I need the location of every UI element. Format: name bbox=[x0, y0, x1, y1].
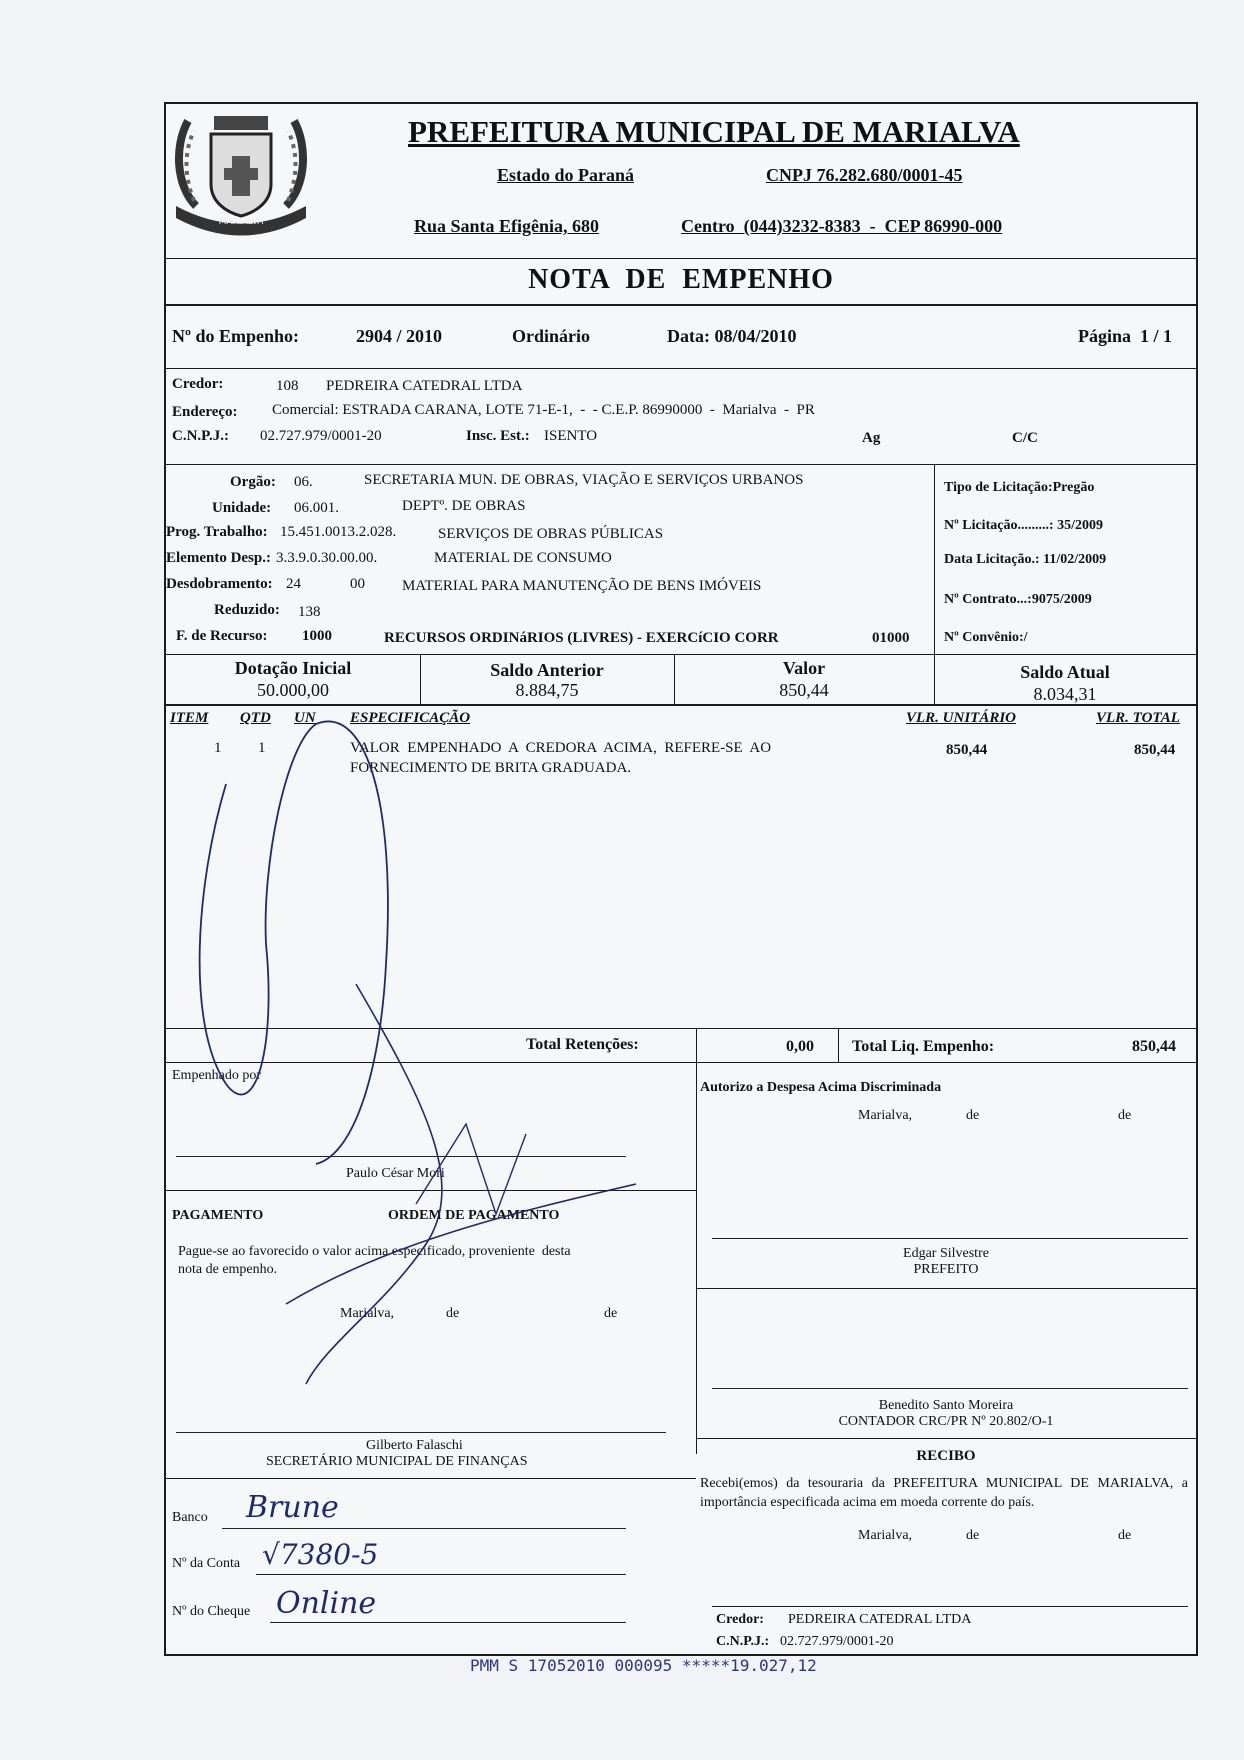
pagamento-de2: de bbox=[604, 1306, 618, 1321]
cc-label: C/C bbox=[1012, 430, 1038, 446]
ag-label: Ag bbox=[862, 430, 881, 446]
licitacao-contrato: Nº Contrato...:9075/2009 bbox=[944, 592, 1092, 607]
licitacao-tipo: Tipo de Licitação:Pregão bbox=[944, 480, 1095, 495]
conta-label: Nº da Conta bbox=[172, 1556, 241, 1571]
saldo-atual-label: Saldo Atual bbox=[1020, 662, 1110, 682]
col-item: ITEM bbox=[170, 710, 209, 726]
recibo-credor-value: PEDREIRA CATEDRAL LTDA bbox=[788, 1612, 972, 1627]
elemento-label: Elemento Desp.: bbox=[166, 550, 271, 566]
liq-empenho-label: Total Liq. Empenho: bbox=[852, 1038, 995, 1055]
document-frame bbox=[164, 102, 1198, 1656]
desdobramento-code: 24 bbox=[286, 576, 301, 592]
header-cnpj: CNPJ 76.282.680/0001-45 bbox=[766, 165, 963, 185]
cheque-value: Online bbox=[276, 1586, 377, 1621]
header-address2: Centro (044)3232-8383 - CEP 86990-000 bbox=[681, 216, 1003, 236]
endereco-value: Comercial: ESTRADA CARANA, LOTE 71-E-1, - - C.E.P. 86990000 - Marialva - PR bbox=[272, 402, 815, 418]
autorizo-city: Marialva, bbox=[858, 1108, 913, 1123]
conta-value: √7380-5 bbox=[262, 1538, 379, 1571]
item-unit-value: 850,44 bbox=[946, 742, 988, 758]
reduzido-code: 138 bbox=[298, 604, 321, 620]
doc-title: NOTA DE EMPENHO bbox=[528, 264, 834, 295]
coat-of-arms-icon bbox=[166, 106, 316, 236]
recibo-cnpj-label: C.N.P.J.: bbox=[716, 1634, 770, 1649]
empenhado-label: Empenhado por bbox=[172, 1068, 262, 1083]
divider bbox=[166, 304, 1196, 306]
reduzido-label: Reduzido: bbox=[214, 602, 280, 618]
liq-empenho-value: 850,44 bbox=[1132, 1038, 1176, 1055]
recibo-credor-label: Credor: bbox=[716, 1612, 764, 1627]
dotacao-inicial-value: 50.000,00 bbox=[257, 680, 329, 700]
autorizo-text: Autorizo a Despesa Acima Discriminada bbox=[700, 1080, 942, 1095]
elemento-desc: MATERIAL DE CONSUMO bbox=[434, 550, 612, 566]
header-address: Rua Santa Efigênia, 680 bbox=[414, 216, 600, 236]
orgao-code: 06. bbox=[294, 474, 313, 490]
col-qtd: QTD bbox=[240, 710, 271, 726]
recibo-cnpj-value: 02.727.979/0001-20 bbox=[780, 1634, 894, 1649]
header-title: PREFEITURA MUNICIPAL DE MARIALVA bbox=[408, 114, 1020, 149]
licitacao-numero: Nº Licitação.........: 35/2009 bbox=[944, 518, 1103, 533]
contador-name: Benedito Santo Moreira bbox=[878, 1398, 1014, 1413]
recibo-de2: de bbox=[1118, 1528, 1132, 1543]
prog-desc: SERVIÇOS DE OBRAS PÚBLICAS bbox=[438, 526, 664, 542]
empenho-type: Ordinário bbox=[512, 326, 591, 346]
handwritten-signature bbox=[166, 684, 726, 1404]
prog-code: 15.451.0013.2.028. bbox=[280, 524, 397, 540]
col-vlr-unitario: VLR. UNITÁRIO bbox=[906, 710, 1017, 726]
recurso-desc: RECURSOS ORDINáRIOS (LIVRES) - EXERCíCIO CORR bbox=[384, 630, 779, 646]
banco-line bbox=[222, 1528, 626, 1529]
prog-label: Prog. Trabalho: bbox=[166, 524, 268, 540]
elemento-code: 3.3.9.0.30.00.00. bbox=[276, 550, 378, 566]
recurso-code: 1000 bbox=[302, 628, 332, 644]
item-desc-line1: VALOR EMPENHADO A CREDORA ACIMA, REFERE-SE AO bbox=[350, 740, 772, 756]
insc-label: Insc. Est.: bbox=[466, 428, 530, 444]
cnpj-label: C.N.P.J.: bbox=[172, 428, 229, 444]
divider bbox=[696, 1438, 1196, 1439]
divider bbox=[166, 258, 1196, 259]
divider bbox=[838, 1028, 839, 1062]
ordem-pagamento: ORDEM DE PAGAMENTO bbox=[388, 1208, 560, 1223]
signature-line bbox=[712, 1606, 1188, 1607]
divider bbox=[166, 464, 1196, 465]
desdobramento-label: Desdobramento: bbox=[166, 576, 273, 592]
signature-line bbox=[712, 1238, 1188, 1239]
conta-line bbox=[256, 1574, 626, 1575]
signature-line bbox=[176, 1432, 666, 1433]
retencoes-label: Total Retenções: bbox=[526, 1036, 639, 1053]
secretario-name: Gilberto Falaschi bbox=[366, 1438, 463, 1453]
recurso-code2: 01000 bbox=[872, 630, 910, 646]
autorizo-de2: de bbox=[1118, 1108, 1132, 1123]
retencoes-value: 0,00 bbox=[786, 1038, 814, 1055]
empenho-page: Página 1 / 1 bbox=[1078, 326, 1173, 346]
desdobramento-desc: MATERIAL PARA MANUTENÇÃO DE BENS IMÓVEIS bbox=[402, 578, 762, 594]
saldo-anterior-value: 8.884,75 bbox=[515, 680, 579, 700]
item-desc-line2: FORNECIMENTO DE BRITA GRADUADA. bbox=[350, 760, 632, 776]
signature-line bbox=[712, 1388, 1188, 1389]
secretario-title: SECRETÁRIO MUNICIPAL DE FINANÇAS bbox=[266, 1454, 528, 1469]
saldo-anterior-label: Saldo Anterior bbox=[490, 660, 604, 680]
item-total-value: 850,44 bbox=[1134, 742, 1176, 758]
stamp-footer: PMM S 17052010 000095 *****19.027,12 bbox=[470, 1656, 817, 1675]
banco-label: Banco bbox=[172, 1510, 208, 1525]
pagamento-text2: nota de empenho. bbox=[178, 1262, 278, 1277]
autorizo-de1: de bbox=[966, 1108, 980, 1123]
empenho-label: Nº do Empenho: bbox=[172, 326, 299, 346]
unidade-desc: DEPTº. DE OBRAS bbox=[402, 498, 526, 514]
contador-title: CONTADOR CRC/PR Nº 20.802/O-1 bbox=[838, 1414, 1054, 1429]
orgao-desc: SECRETARIA MUN. DE OBRAS, VIAÇÃO E SERVIÇOS URBANOS bbox=[364, 472, 804, 488]
insc-value: ISENTO bbox=[544, 428, 598, 444]
valor-label: Valor bbox=[782, 658, 826, 678]
header-state: Estado do Paraná bbox=[497, 165, 635, 185]
cnpj-value: 02.727.979/0001-20 bbox=[260, 428, 382, 444]
col-un: UN bbox=[294, 710, 316, 726]
licitacao-convenio: Nº Convênio:/ bbox=[944, 630, 1028, 645]
endereco-label: Endereço: bbox=[172, 404, 238, 420]
divider bbox=[166, 654, 1196, 655]
divider bbox=[934, 464, 935, 654]
valor-value: 850,44 bbox=[779, 680, 829, 700]
licitacao-data: Data Licitação.: 11/02/2009 bbox=[944, 552, 1107, 567]
recibo-text: Recebi(emos) da tesouraria da PREFEITURA MUNICIPAL DE MARIALVA, a importância especificada acima em moeda corrente do país. bbox=[700, 1476, 1188, 1510]
empenho-number: 2904 / 2010 bbox=[356, 326, 443, 346]
col-vlr-total: VLR. TOTAL bbox=[1096, 710, 1180, 726]
empenhado-name: Paulo César Mori bbox=[346, 1166, 445, 1181]
pagamento-city: Marialva, bbox=[340, 1306, 395, 1321]
desdobramento-code2: 00 bbox=[350, 576, 365, 592]
orgao-label: Orgão: bbox=[230, 474, 276, 490]
saldo-atual-value: 8.034,31 bbox=[1033, 684, 1097, 704]
item-qtd: 1 bbox=[258, 740, 266, 756]
credor-code: 108 bbox=[276, 378, 299, 394]
banco-value: Brune bbox=[246, 1490, 339, 1525]
pagamento-text1: Pague-se ao favorecido o valor acima especificado, proveniente desta bbox=[178, 1244, 571, 1259]
cheque-label: Nº do Cheque bbox=[172, 1604, 251, 1619]
prefeito-name: Edgar Silvestre bbox=[903, 1246, 989, 1261]
divider bbox=[166, 368, 1196, 369]
credor-label: Credor: bbox=[172, 376, 224, 392]
item-number: 1 bbox=[214, 740, 222, 756]
svg-text:MARIALVA: MARIALVA bbox=[218, 217, 264, 227]
col-especificacao: ESPECIFICAÇÃO bbox=[350, 710, 471, 726]
recurso-label: F. de Recurso: bbox=[176, 628, 268, 644]
pagamento-de1: de bbox=[446, 1306, 460, 1321]
divider bbox=[166, 1478, 696, 1479]
divider bbox=[696, 1288, 1196, 1289]
recibo-city: Marialva, bbox=[858, 1528, 913, 1543]
unidade-label: Unidade: bbox=[212, 500, 272, 516]
empenho-date: Data: 08/04/2010 bbox=[667, 326, 797, 346]
prefeito-title: PREFEITO bbox=[913, 1262, 979, 1277]
pagamento-label: PAGAMENTO bbox=[172, 1208, 264, 1223]
credor-name: PEDREIRA CATEDRAL LTDA bbox=[326, 378, 523, 394]
unidade-code: 06.001. bbox=[294, 500, 339, 516]
cheque-line bbox=[270, 1622, 626, 1623]
recibo-title: RECIBO bbox=[916, 1448, 976, 1464]
recibo-de1: de bbox=[966, 1528, 980, 1543]
dotacao-inicial-label: Dotação Inicial bbox=[234, 658, 352, 678]
